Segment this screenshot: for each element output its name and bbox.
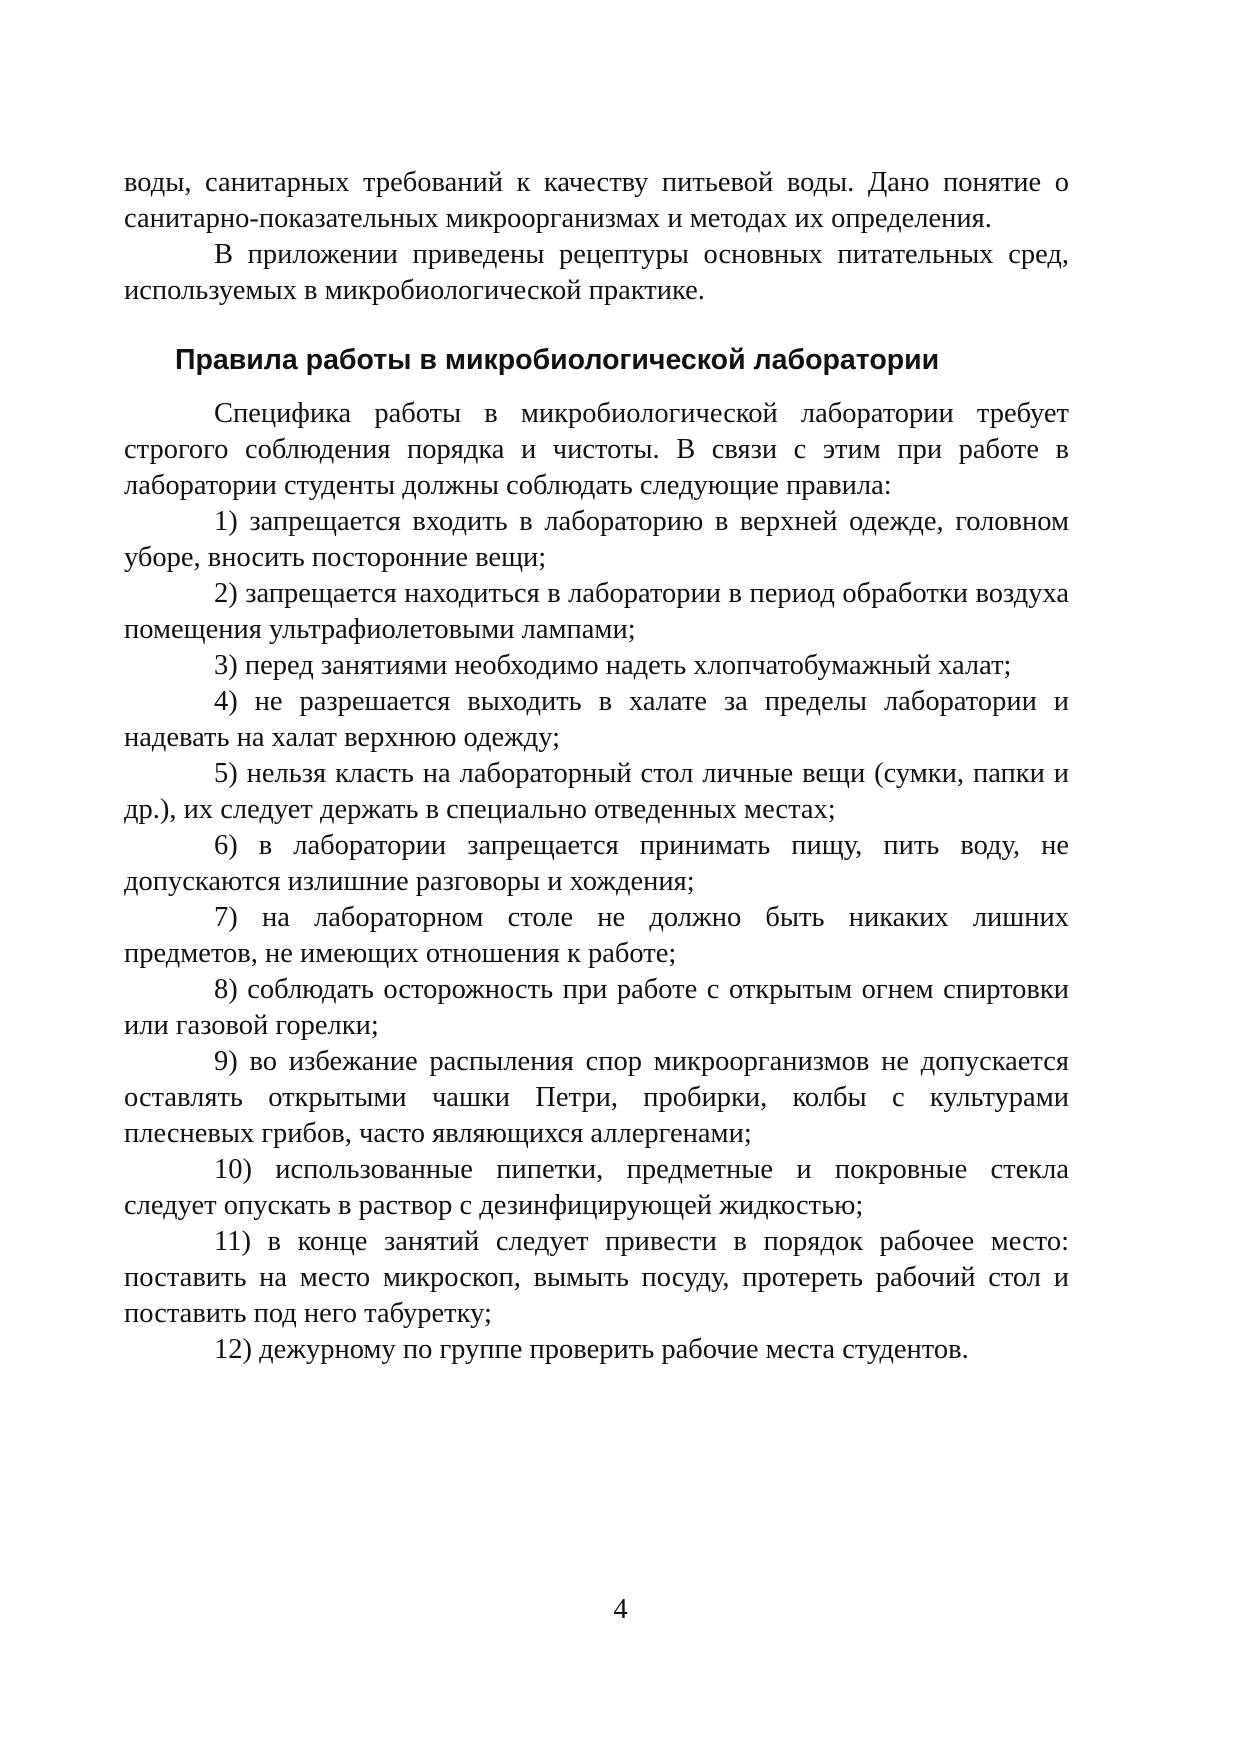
rule-item-12: 12) дежурному по группе проверить рабочие места студентов. bbox=[214, 1334, 969, 1365]
rule-item-9: 9) во избежание распыления спор микроорганизмов не допускается оставлять открытыми чашки Петри, пробирки, колбы с культурами плесневых грибов, часто являющихся аллергенами; bbox=[124, 1046, 1069, 1149]
page-number: 4 bbox=[613, 1594, 628, 1625]
rule-item-3: 3) перед занятиями необходимо надеть хлопчатобумажный халат; bbox=[214, 650, 1012, 681]
rule-item-2: 2) запрещается находиться в лаборатории в период обработки воздуха помещения ультрафиолетовыми лампами; bbox=[124, 578, 1069, 645]
section-lead-paragraph: Специфика работы в микробиологической лаборатории требует строгого соблюдения порядка и чистоты. В связи с этим при работе в лаборатории студенты должны соблюдать следующие правила: bbox=[124, 398, 1069, 501]
document-page bbox=[124, 165, 1069, 1368]
rule-item-11: 11) в конце занятий следует привести в порядок рабочее место: поставить на место микроскоп, вымыть посуду, протереть рабочий стол и поставить под него табуретку; bbox=[124, 1226, 1069, 1329]
rule-item-4: 4) не разрешается выходить в халате за пределы лаборатории и надевать на халат верхнюю одежду; bbox=[124, 686, 1069, 753]
rule-item-7: 7) на лабораторном столе не должно быть никаких лишних предметов, не имеющих отношения к работе; bbox=[124, 902, 1069, 969]
rule-item-5: 5) нельзя класть на лабораторный стол личные вещи (сумки, папки и др.), их следует держать в специально отведенных местах; bbox=[124, 758, 1069, 825]
section-heading: Правила работы в микробиологической лаборатории bbox=[175, 344, 940, 376]
rule-item-10: 10) использованные пипетки, предметные и покровные стекла следует опускать в раствор с дезинфицирующей жидкостью; bbox=[124, 1154, 1069, 1221]
rule-item-8: 8) соблюдать осторожность при работе с открытым огнем спиртовки или газовой горелки; bbox=[124, 974, 1069, 1041]
rule-item-6: 6) в лаборатории запрещается принимать пищу, пить воду, не допускаются излишние разговоры и хождения; bbox=[124, 830, 1069, 897]
intro-continuation: воды, санитарных требований к качеству питьевой воды. Дано понятие о санитарно-показательных микроорганизмах и методах их определения. bbox=[124, 167, 1069, 234]
rules-list bbox=[124, 504, 1069, 1368]
intro-appendix-paragraph: В приложении приведены рецептуры основных питательных сред, используемых в микробиологической практике. bbox=[124, 239, 1069, 306]
rule-item-1: 1) запрещается входить в лабораторию в верхней одежде, головном уборе, вносить посторонние вещи; bbox=[124, 506, 1069, 573]
